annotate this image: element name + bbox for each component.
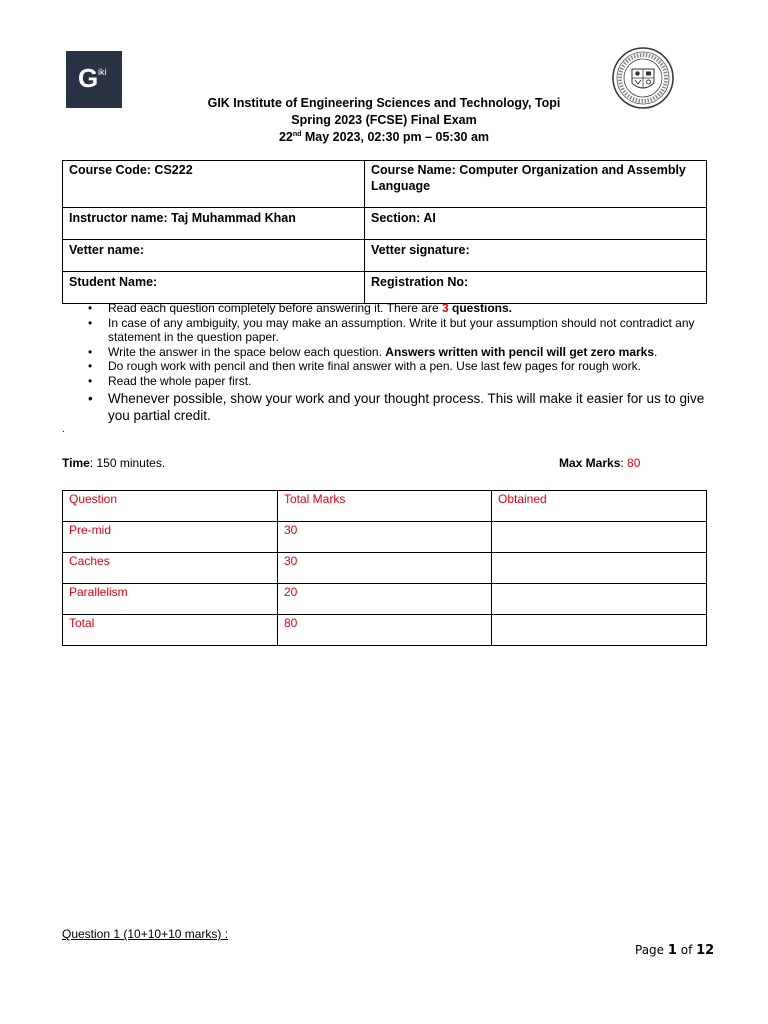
instruction-text: Read each question completely before answering it. There are xyxy=(108,301,442,315)
question-1-heading: Question 1 (10+10+10 marks) : xyxy=(62,927,229,941)
page-of: of xyxy=(676,943,697,957)
row-total-marks: 30 xyxy=(278,553,492,584)
table-row xyxy=(63,522,707,553)
row-obtained[interactable] xyxy=(492,553,707,584)
course-name: Course Name: Computer Organization and Assembly Language xyxy=(365,161,707,208)
time-label: Time xyxy=(62,456,90,470)
instruction-text: . xyxy=(654,344,658,359)
header-total-marks: Total Marks xyxy=(278,491,492,522)
table-header-row xyxy=(63,491,707,522)
table-row xyxy=(63,553,707,584)
course-info-table xyxy=(62,160,707,304)
vetter-signature-field[interactable]: Vetter signature: xyxy=(365,240,707,272)
vetter-name-field[interactable]: Vetter name: xyxy=(63,240,365,272)
max-marks-label: Max Marks xyxy=(559,456,621,470)
stray-dot: . xyxy=(62,424,65,435)
date-suffix: nd xyxy=(292,130,302,138)
instruction-item: • Whenever possible, show your work and your thought process. This will make it easier for us to give you partial credit. xyxy=(84,390,714,424)
row-obtained[interactable] xyxy=(492,522,707,553)
page-current: 1 xyxy=(667,943,677,958)
date-rest: May 2023, 02:30 pm – 05:30 am xyxy=(301,130,490,144)
row-question: Parallelism xyxy=(63,584,278,615)
max-marks-value: 80 xyxy=(627,456,641,470)
row-total-marks: 80 xyxy=(278,615,492,646)
max-marks-line xyxy=(559,456,640,470)
row-question: Total xyxy=(63,615,278,646)
course-code: Course Code: CS222 xyxy=(63,161,365,208)
exam-date xyxy=(0,129,768,145)
row-total-marks: 20 xyxy=(278,584,492,615)
instruction-item: • In case of any ambiguity, you may make an assumption. Write it but your assumption should not contradict any statement in the question paper. xyxy=(84,316,714,345)
student-name-field[interactable]: Student Name: xyxy=(63,272,365,304)
question-count: 3 xyxy=(441,301,449,315)
table-row xyxy=(63,584,707,615)
page-number xyxy=(635,943,714,958)
instruction-text-bold: questions. xyxy=(448,301,513,315)
instruction-text-bold: Answers written with pencil will get zero marks xyxy=(385,344,655,359)
instruction-item: • Read the whole paper first. xyxy=(84,374,714,389)
instructor-name: Instructor name: Taj Muhammad Khan xyxy=(63,208,365,240)
page-prefix: Page xyxy=(635,943,668,957)
row-total-marks: 30 xyxy=(278,522,492,553)
instruction-item xyxy=(84,301,714,316)
logo-sub: iki xyxy=(98,67,107,77)
page-total: 12 xyxy=(696,943,715,958)
marks-table xyxy=(62,490,707,646)
instruction-text: Write the answer in the space below each question. xyxy=(108,344,386,359)
time-value: : 150 minutes. xyxy=(89,456,166,470)
logo-letter: G xyxy=(78,63,99,93)
time-line xyxy=(62,456,165,470)
header-question: Question xyxy=(63,491,278,522)
table-row xyxy=(63,615,707,646)
institute-title: GIK Institute of Engineering Sciences and Technology, Topi xyxy=(207,96,561,110)
instructions-list xyxy=(84,301,714,424)
max-marks-sep: : xyxy=(620,456,628,470)
row-question: Pre-mid xyxy=(63,522,278,553)
exam-title: Spring 2023 (FCSE) Final Exam xyxy=(291,113,477,127)
instruction-item xyxy=(84,345,714,360)
date-day: 22 xyxy=(278,130,293,144)
instruction-item: • Do rough work with pencil and then write final answer with a pen. Use last few pages for rough work. xyxy=(84,359,714,374)
registration-no-field[interactable]: Registration No: xyxy=(365,272,707,304)
header-obtained: Obtained xyxy=(492,491,707,522)
row-question: Caches xyxy=(63,553,278,584)
row-obtained[interactable] xyxy=(492,584,707,615)
row-obtained[interactable] xyxy=(492,615,707,646)
section: Section: AI xyxy=(365,208,707,240)
